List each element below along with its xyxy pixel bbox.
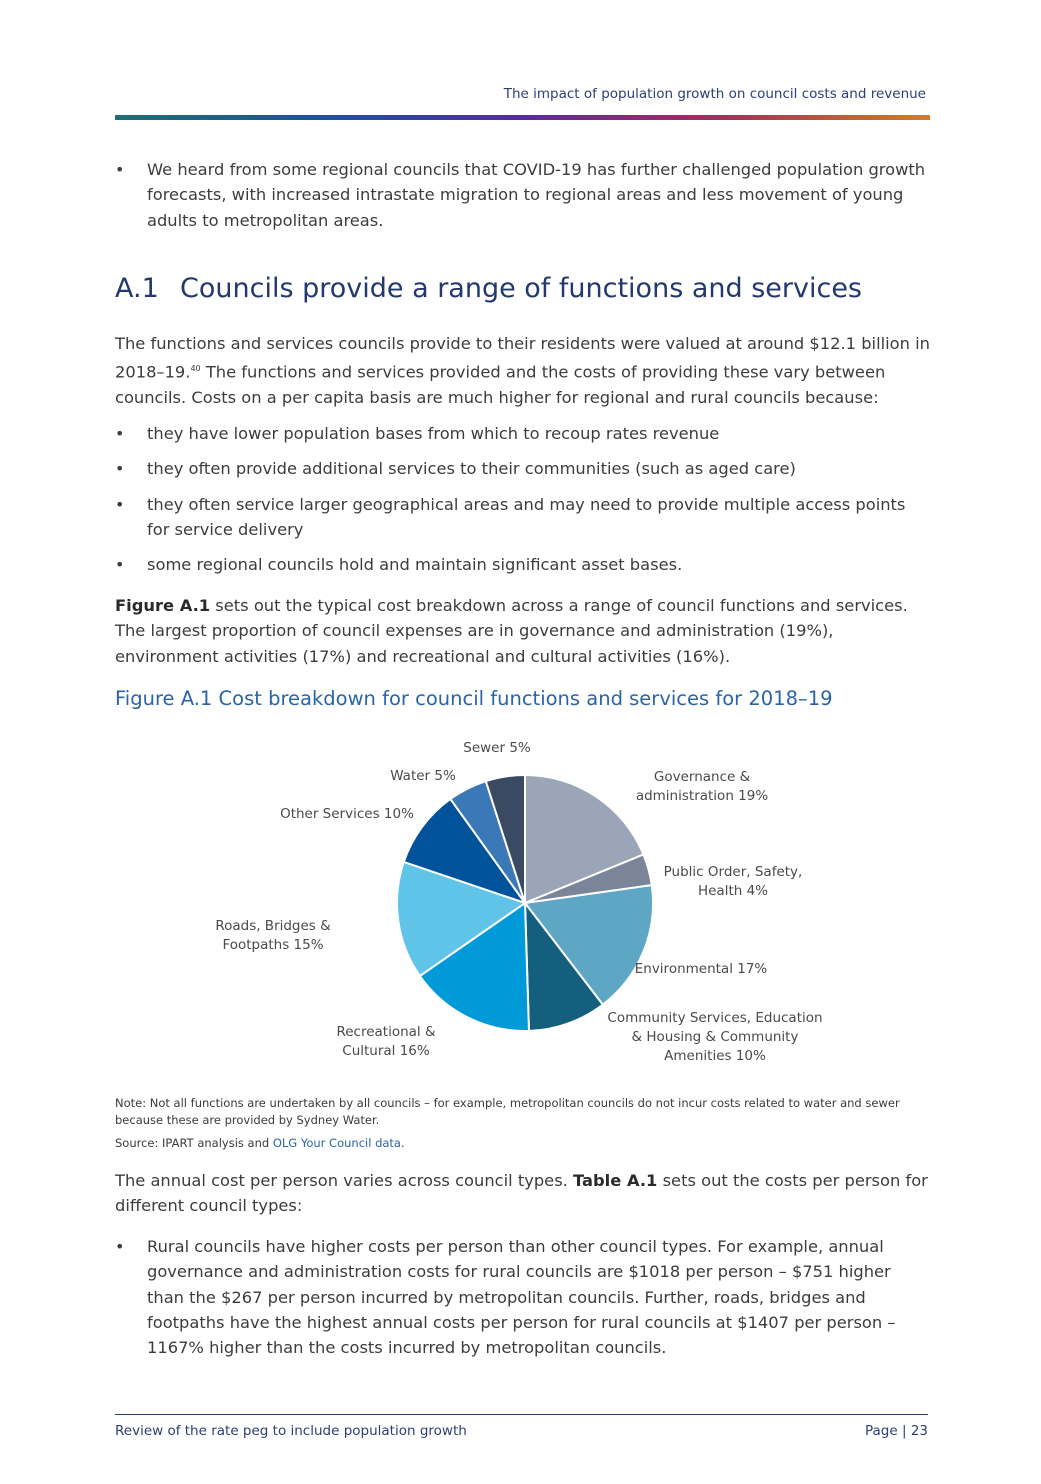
bullet-icon: • <box>115 494 125 514</box>
figure-caption: Figure A.1 Cost breakdown for council functions and services for 2018–19 <box>115 687 833 710</box>
header-gradient-rule <box>115 115 930 120</box>
list-item: • they have lower population bases from which to recoup rates revenue <box>115 421 930 446</box>
footnote-ref[interactable]: 40 <box>190 364 201 374</box>
bullet-icon: • <box>115 555 125 575</box>
section-number: A.1 <box>115 273 159 304</box>
paragraph-cost-per-person: The annual cost per person varies across council types. Table A.1 sets out the costs per person for different council types: <box>115 1171 928 1216</box>
pie-label-other-services: Other Services 10% <box>280 806 414 822</box>
page-number: Page | 23 <box>865 1423 928 1439</box>
paragraph-figure-intro: Figure A.1 sets out the typical cost breakdown across a range of council functions and services. The largest proportion of council expenses are in governance and administration (19%), environment activities (17%) and recreational and cultural activities (16%). <box>115 596 908 666</box>
pie-label-community-services-education-housing-community-amenities: Community Services, Education & Housing & Community Amenities 10% <box>607 1010 823 1064</box>
paragraph-intro: The functions and services councils provide to their residents were valued at around $12.1 billion in 2018–19.40 The functions and services provided and the costs of providing these vary between councils. Costs on a per capita basis are much higher for regional and rural councils because: <box>115 334 930 408</box>
pie-label-roads-bridges-footpaths: Roads, Bridges & Footpaths 15% <box>215 918 331 953</box>
rural-bullet-list <box>115 1234 930 1360</box>
pie-label-public-order-safety-health: Public Order, Safety, Health 4% <box>663 864 803 899</box>
pie-label-sewer: Sewer 5% <box>463 740 531 756</box>
list-item: • We heard from some regional councils that COVID-19 has further challenged population growth forecasts, with increased intrastate migration to regional areas and less movement of young adults to metropolitan areas. <box>115 157 930 233</box>
list-item: • Rural councils have higher costs per person than other council types. For example, annual governance and administration costs for rural councils are $1018 per person – $751 higher than the $267 per person incurred by metropolitan councils. Further, roads, bridges and footpaths have the highest annual costs per person for rural councils at $1407 per person – 1167% higher than the costs incurred by metropolitan councils. <box>115 1234 930 1360</box>
list-item: • they often provide additional services to their communities (such as aged care) <box>115 456 930 481</box>
pie-label-governance-administration: Governance & administration 19% <box>635 769 769 804</box>
table-ref: Table A.1 <box>573 1171 658 1190</box>
list-item: • some regional councils hold and maintain significant asset bases. <box>115 552 930 577</box>
figure-source: Source: IPART analysis and OLG Your Council data. <box>115 1136 405 1150</box>
source-link[interactable]: OLG Your Council data <box>272 1136 401 1150</box>
section-heading <box>115 273 862 304</box>
bullet-icon: • <box>115 1237 125 1256</box>
pie-label-environmental: Environmental 17% <box>634 961 768 977</box>
footer-rule <box>115 1414 928 1415</box>
running-header: The impact of population growth on council costs and revenue <box>503 86 926 102</box>
pie-label-water: Water 5% <box>390 768 456 784</box>
figure-ref: Figure A.1 <box>115 596 211 615</box>
section-title: Councils provide a range of functions and services <box>180 273 863 304</box>
figure-note: Note: Not all functions are undertaken by all councils – for example, metropolitan councils do not incur costs related to water and sewer because these are provided by Sydney Water. <box>115 1096 900 1127</box>
pie-chart <box>115 730 930 1075</box>
list-item: • they often service larger geographical areas and may need to provide multiple access points for service delivery <box>115 492 930 543</box>
pie-label-recreational-cultural: Recreational & Cultural 16% <box>336 1024 436 1059</box>
bullet-icon: • <box>115 459 125 479</box>
footer-title: Review of the rate peg to include population growth <box>115 1423 467 1439</box>
reasons-bullet-list <box>115 421 930 577</box>
bullet-icon: • <box>115 424 125 443</box>
pie-slices <box>397 775 653 1031</box>
bullet-icon: • <box>115 160 125 179</box>
intro-bullet-list <box>115 157 930 233</box>
